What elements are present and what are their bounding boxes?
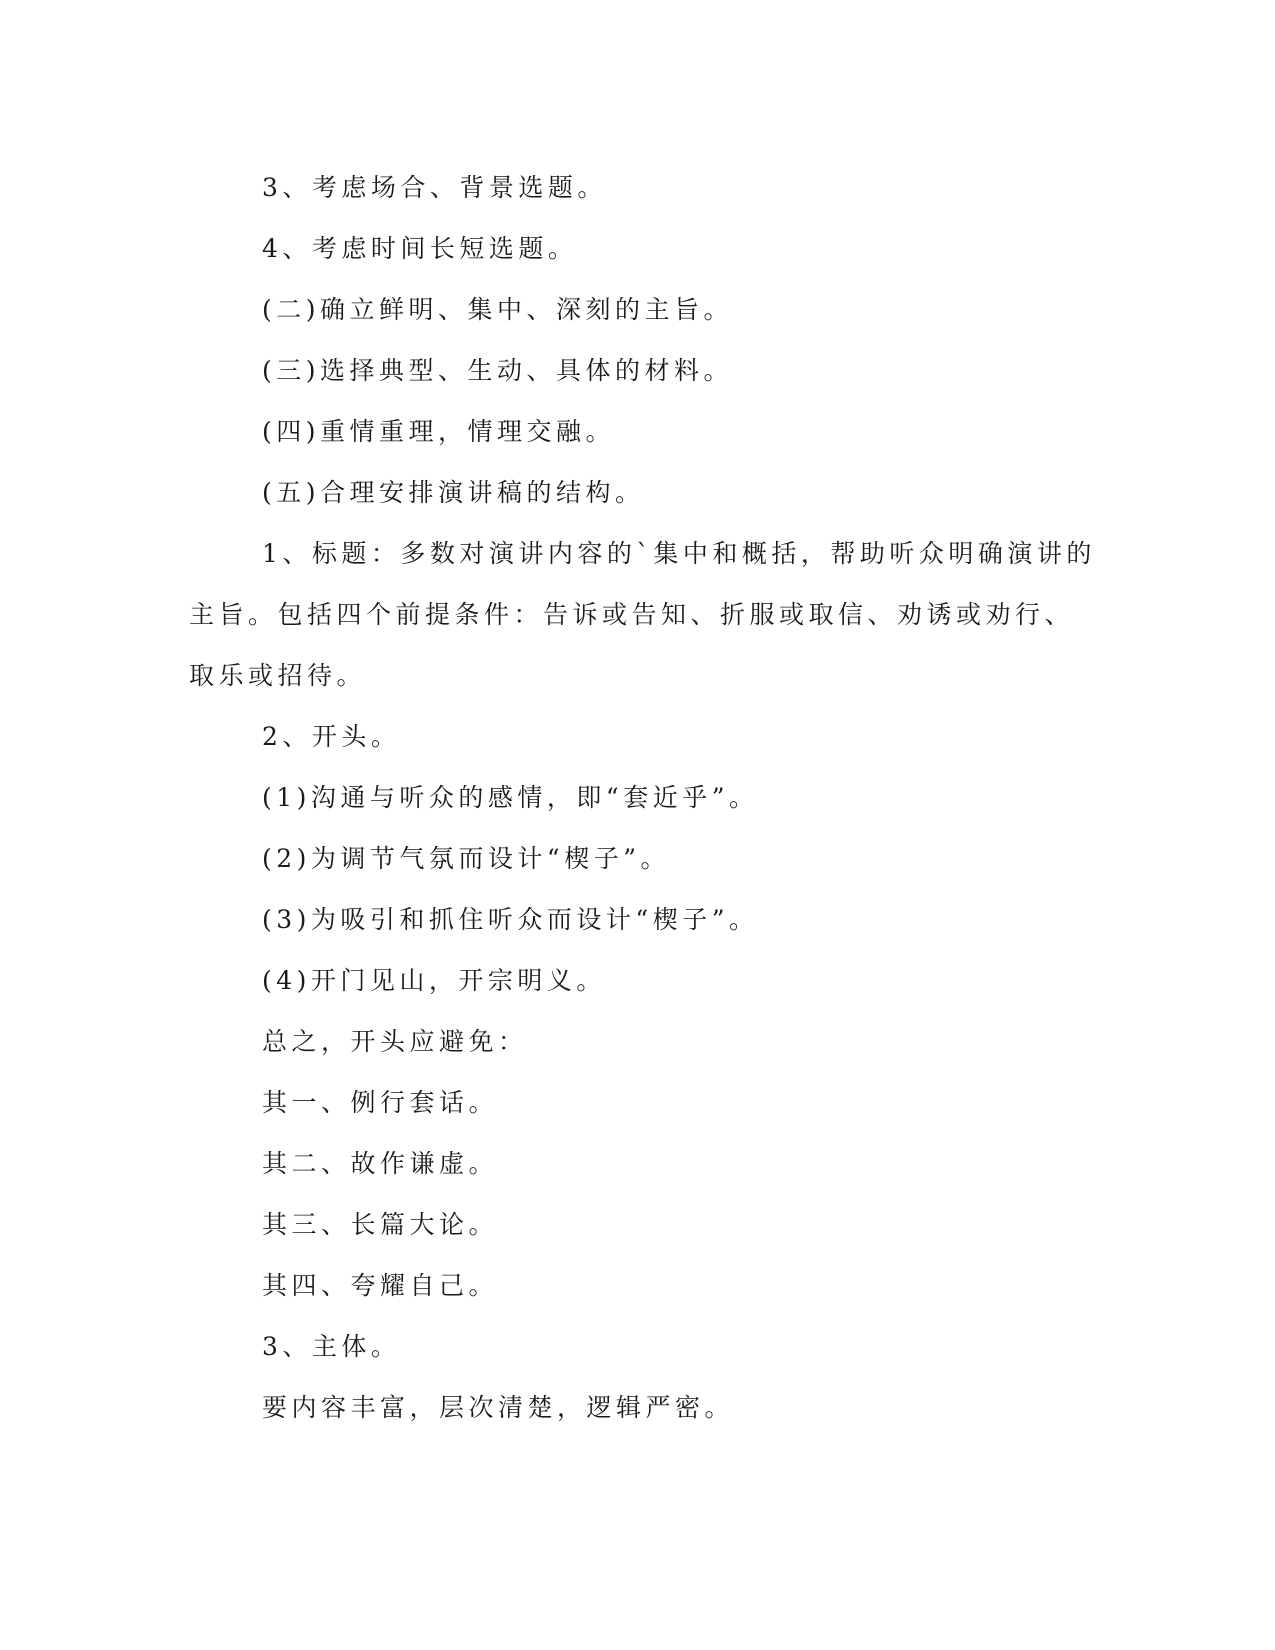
- text-line: (1)沟通与听众的感情，即“套近乎”。: [262, 783, 759, 812]
- text-line: (4)开门见山，开宗明义。: [262, 966, 606, 995]
- text-line: (二)确立鲜明、集中、深刻的主旨。: [262, 295, 734, 324]
- text-line: (3)为吸引和抓住听众而设计“楔子”。: [262, 905, 759, 934]
- text-line: (五)合理安排演讲稿的结构。: [262, 478, 645, 507]
- text-line: 3、考虑场合、背景选题。: [262, 173, 607, 202]
- text-line: 取乐或招待。: [189, 661, 367, 690]
- text-line: 2、开头。: [262, 722, 401, 751]
- text-line: (2)为调节气氛而设计“楔子”。: [262, 844, 670, 873]
- text-line: 其四、夸耀自己。: [262, 1271, 499, 1300]
- text-line: (三)选择典型、生动、具体的材料。: [262, 356, 734, 385]
- text-line: 其一、例行套话。: [262, 1088, 499, 1117]
- text-line: 3、主体。: [262, 1332, 401, 1361]
- text-line: 主旨。包括四个前提条件：告诉或告知、折服或取信、劝诱或劝行、: [189, 600, 1075, 629]
- text-line: 1、标题：多数对演讲内容的`集中和概括，帮助听众明确演讲的: [262, 539, 1096, 568]
- text-line: 其三、长篇大论。: [262, 1210, 499, 1239]
- text-line: (四)重情重理，情理交融。: [262, 417, 616, 446]
- text-line: 其二、故作谦虚。: [262, 1149, 499, 1178]
- text-line: 总之，开头应避免：: [262, 1027, 528, 1056]
- text-line: 要内容丰富，层次清楚，逻辑严密。: [262, 1393, 735, 1422]
- text-line: 4、考虑时间长短选题。: [262, 234, 578, 263]
